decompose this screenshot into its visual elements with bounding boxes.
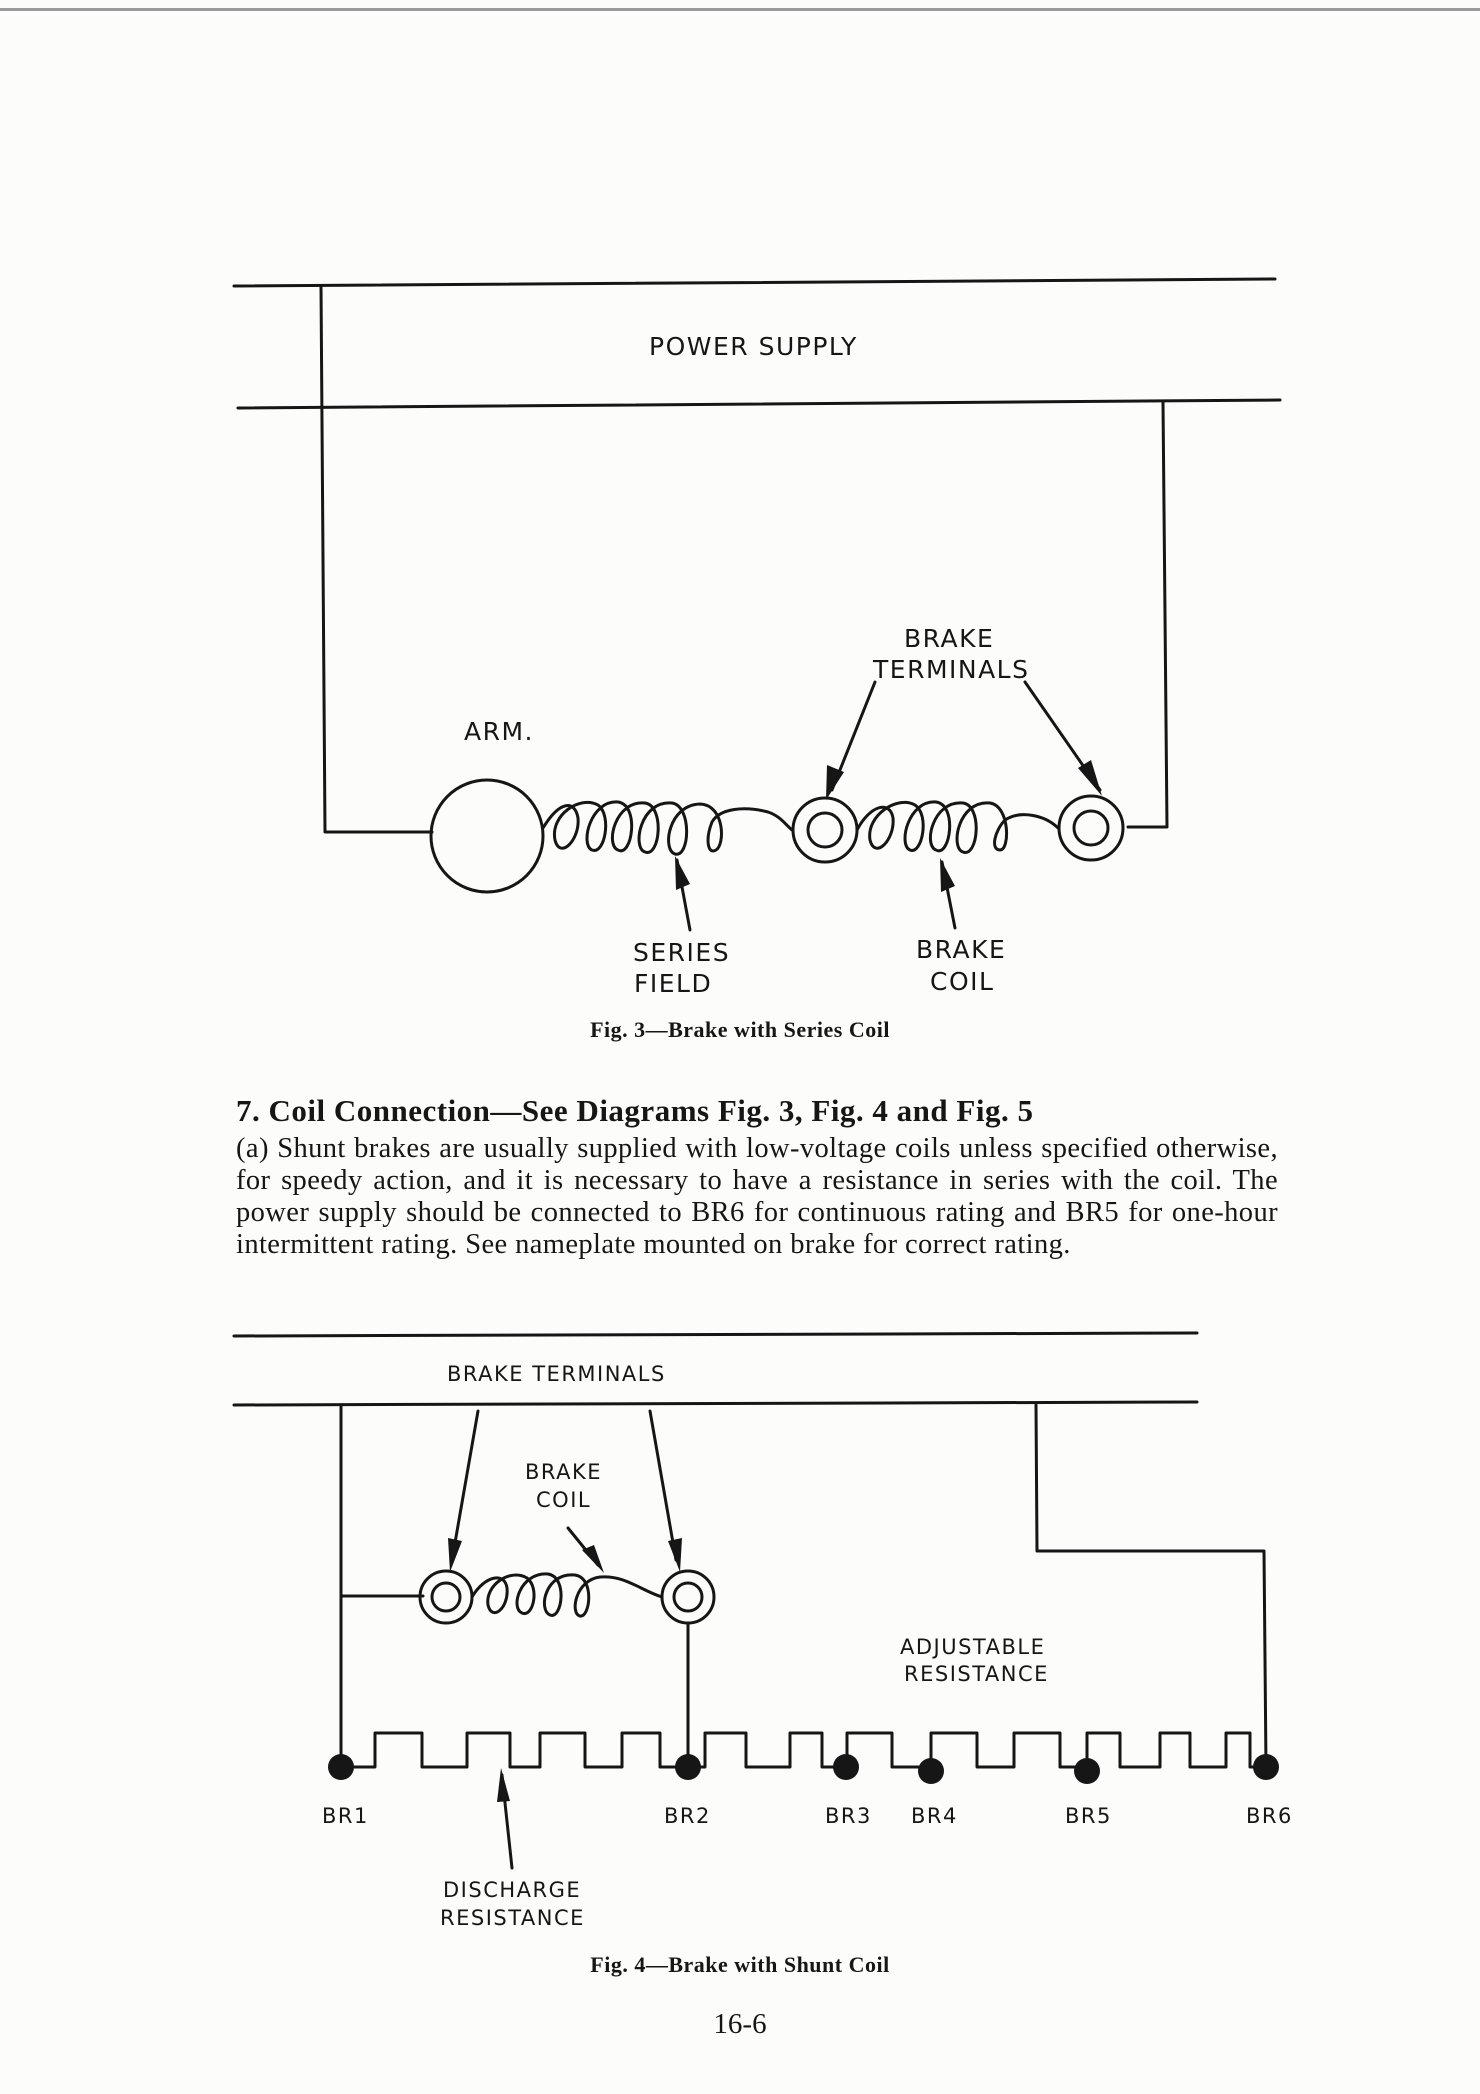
figure-4-caption: Fig. 4—Brake with Shunt Coil <box>590 1952 890 1977</box>
terminals-arrow-left <box>448 1538 462 1572</box>
terminals-arrow-right <box>668 1538 682 1572</box>
terminals-leader-left <box>452 1411 478 1560</box>
brake-coil-label-line1: BRAKE <box>525 1460 603 1484</box>
brake-coil-label-line2: COIL <box>536 1488 592 1512</box>
br1-label: BR1 <box>322 1804 369 1828</box>
brake-terminals-label-line2: TERMINALS <box>873 655 1030 684</box>
series-field-arrow <box>675 856 690 890</box>
power-supply-upper-line <box>234 279 1275 286</box>
section-heading: 7. Coil Connection—See Diagrams Fig. 3, Fig. 4 and Fig. 5 <box>236 1093 1034 1128</box>
lower-supply-line <box>234 1402 1197 1405</box>
br2-terminal-dot <box>675 1754 701 1780</box>
brake-terminal-1-outer <box>793 798 857 862</box>
shunt-brake-coil <box>472 1574 662 1616</box>
br5-terminal-dot <box>1074 1758 1100 1784</box>
br1-terminal-dot <box>328 1754 354 1780</box>
arm-feed-wire <box>321 286 432 832</box>
power-supply-label: POWER SUPPLY <box>649 332 858 361</box>
br5-label: BR5 <box>1065 1804 1112 1828</box>
upper-supply-line <box>234 1333 1197 1336</box>
coil-terminal-right-outer <box>662 1571 714 1623</box>
brake-terminal-2-inner <box>1074 811 1108 845</box>
page-number: 16-6 <box>713 2008 767 2040</box>
brake-coil-arrow <box>940 858 955 892</box>
coil-label-arrow <box>582 1545 604 1573</box>
br3-terminal-dot <box>833 1754 859 1780</box>
series-field-coil <box>543 802 792 854</box>
br6-feed-wire <box>1036 1405 1266 1767</box>
return-wire <box>1128 402 1167 827</box>
discharge-resistance-label-line2: RESISTANCE <box>440 1906 585 1930</box>
coil-terminal-right-inner <box>674 1583 702 1611</box>
br3-label: BR3 <box>825 1804 872 1828</box>
br4-terminal-dot <box>918 1758 944 1784</box>
series-field-label-line2: FIELD <box>634 969 713 998</box>
br6-terminal-dot <box>1253 1754 1279 1780</box>
brake-terminal-1-inner <box>808 813 842 847</box>
brake-terminal-2-outer <box>1059 796 1123 860</box>
brake-coil-label-line2: COIL <box>930 967 995 996</box>
br4-label: BR4 <box>911 1804 958 1828</box>
adjustable-resistance-label-line1: ADJUSTABLE <box>900 1635 1046 1659</box>
terminals-leader-right <box>650 1411 676 1560</box>
coil-terminal-left-outer <box>420 1571 472 1623</box>
figure-3-caption: Fig. 3—Brake with Series Coil <box>590 1017 890 1042</box>
power-supply-lower-line <box>238 400 1280 408</box>
br6-label: BR6 <box>1246 1804 1293 1828</box>
resistance-chain <box>341 1733 1266 1767</box>
discharge-arrow <box>497 1768 510 1802</box>
armature-symbol <box>431 780 543 892</box>
coil-terminal-left-inner <box>432 1583 460 1611</box>
series-field-label-line1: SERIES <box>633 938 731 967</box>
adjustable-resistance-label-line2: RESISTANCE <box>904 1662 1049 1686</box>
figure-3-series-coil-diagram <box>0 0 1480 1000</box>
brake-coil-label-line1: BRAKE <box>916 935 1007 964</box>
figure-4-shunt-coil-diagram <box>0 1300 1480 1940</box>
brake-terminals-label: BRAKE TERMINALS <box>447 1362 666 1386</box>
br2-label: BR2 <box>664 1804 711 1828</box>
section-paragraph: (a) Shunt brakes are usually supplied with low-voltage coils unless specified otherwise, for speedy action, and it is necessary to have a resistance in series with the coil. The power supply should be connected to BR6 for continuous rating and BR5 for one-hour intermittent rating. See nameplate mounted on brake for correct rating. <box>236 1133 1278 1260</box>
brake-coil-symbol <box>857 802 1058 853</box>
discharge-resistance-label-line1: DISCHARGE <box>443 1878 582 1902</box>
brake-terminals-label-line1: BRAKE <box>904 624 995 653</box>
arm-label: ARM. <box>464 717 534 746</box>
